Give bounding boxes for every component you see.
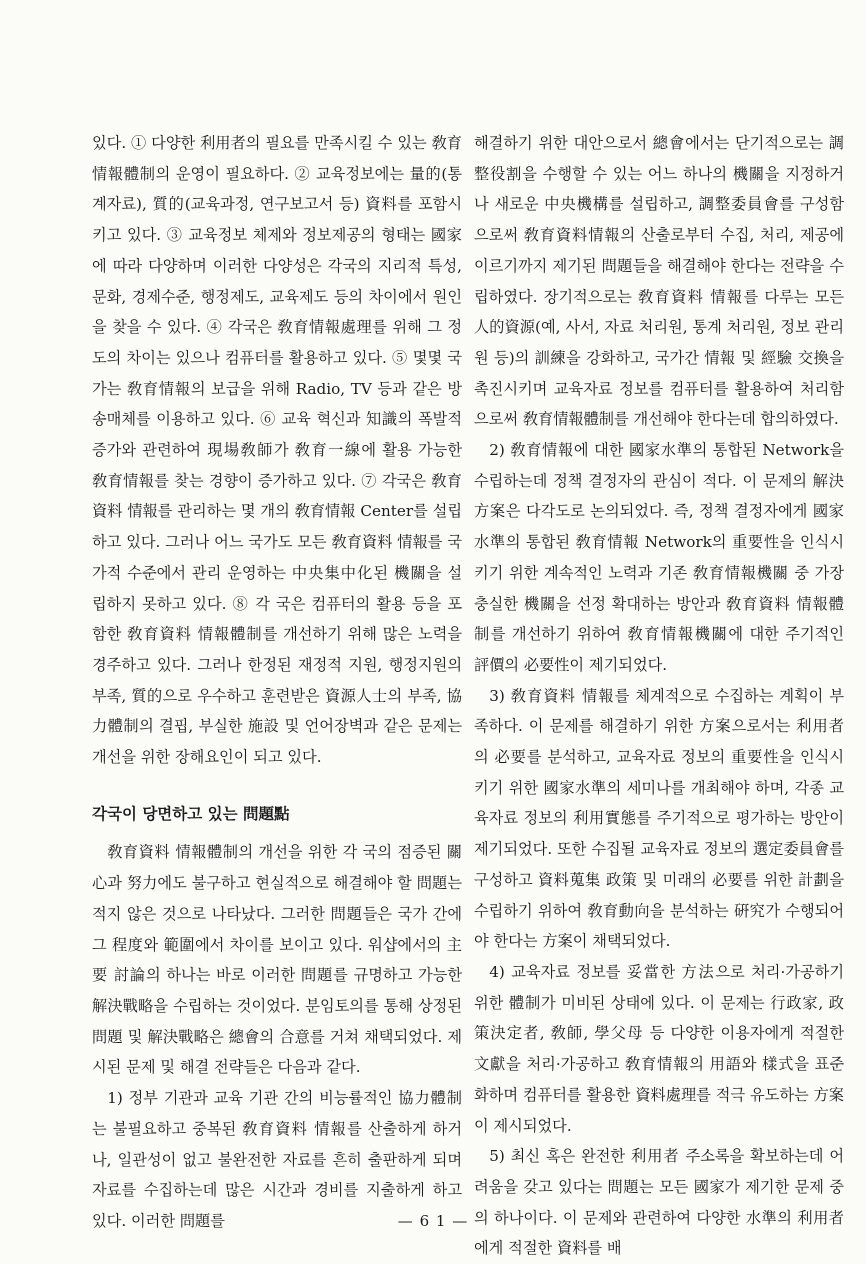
section-heading: 각국이 당면하고 있는 問題點	[92, 804, 290, 823]
page-number: — 6 1 —	[397, 1212, 469, 1230]
left-column	[92, 128, 462, 1237]
body-paragraph: 敎育資料 情報體制의 개선을 위한 각 국의 점증된 關心과 努力에도 불구하고 현실적으로 해결해야 할 問題는 적지 않은 것으로 나타났다. 그러한 問題들은 국가 간에 그 程度와 範圍에서 차이를 보이고 있다. 워샵에서의 主要 討論의 하나는 바로 이러한 問題를 규명하고 가능한 解決戰略을 수립하는 것이었다. 분임토의를 통해 상정된 問題 및 解決戰略은 總會의 合意를 거쳐 채택되었다. 제시된 문제 및 해결 전략들은 다음과 같다.	[92, 843, 462, 1077]
right-column	[474, 128, 844, 1264]
body-paragraph: 3) 敎育資料 情報를 체계적으로 수집하는 계획이 부족하다. 이 문제를 해결하기 위한 方案으로서는 利用者의 必要를 분석하고, 교육자료 정보의 重要性을 인식시키기 위한 國家水準의 세미나를 개최해야 하며, 각종 교육자료 정보의 利用實態를 주기적으로 평가하는 방안이 제기되었다. 또한 수집될 교육자료 정보의 選定委員會를 구성하고 資料蒐集 政策 및 미래의 必要를 위한 計劃을 수립하기 위하여 敎育動向을 분석하는 硏究가 수행되어야 한다는 方案이 채택되었다.	[474, 686, 844, 951]
body-paragraph: 해결하기 위한 대안으로서 總會에서는 단기적으로는 調整役割을 수행할 수 있는 어느 하나의 機關을 지정하거나 새로운 中央機構를 설립하고, 調整委員會를 구성함으로써 敎育資料情報의 산출로부터 수집, 처리, 제공에 이르기까지 제기된 問題들을 해결해야 한다는 전략을 수립하였다. 장기적으로는 敎育資料 情報를 다루는 모든 人的資源(예, 사서, 자료 처리원, 통계 처리원, 정보 관리원 등)의 訓練을 강화하고, 국가간 情報 및 經驗 交換을 촉진시키며 교육자료 정보를 컴퓨터를 활용하여 처리함으로써 敎育情報體制를 개선해야 한다는데 합의하였다.	[474, 134, 844, 429]
body-paragraph: 4) 교육자료 정보를 妥當한 方法으로 처리·가공하기 위한 體制가 미비된 상태에 있다. 이 문제는 行政家, 政策決定者, 敎師, 學父母 등 다양한 이용자에게 적절한 文獻을 처리·가공하고 敎育情報의 用語와 樣式을 표준화하며 컴퓨터를 활용한 資料處理를 적극 유도하는 方案이 제시되었다.	[474, 962, 844, 1135]
body-paragraph: 있다. ① 다양한 利用者의 필요를 만족시킬 수 있는 敎育情報體制의 운영이 필요하다. ② 교육정보에는 量的(통계자료), 質的(교육과정, 연구보고서 등) 資料를 포함시키고 있다. ③ 교육정보 체제와 정보제공의 형태는 國家에 따라 다양하며 이러한 다양성은 각국의 지리적 특성, 문화, 경제수준, 행정제도, 교육제도 등의 차이에서 원인을 찾을 수 있다. ④ 각국은 敎育情報處理를 위해 그 정도의 차이는 있으나 컴퓨터를 활용하고 있다. ⑤ 몇몇 국가는 敎育情報의 보급을 위해 Radio, TV 등과 같은 방송매체를 이용하고 있다. ⑥ 교육 혁신과 知識의 폭발적 증가와 관련하여 現場敎師가 敎育一線에 활용 가능한 敎育情報를 찾는 경향이 증가하고 있다. ⑦ 각국은 敎育資料 情報를 관리하는 몇 개의 敎育情報 Center를 설립하고 있다. 그러나 어느 국가도 모든 敎育資料 情報를 국가적 수준에서 관리 운영하는 中央集中化된 機關을 설립하지 못하고 있다. ⑧ 각 국은 컴퓨터의 활용 등을 포함한 敎育資料 情報體制를 개선하기 위해 많은 노력을 경주하고 있다. 그러나 한정된 재정적 지원, 행정지원의 부족, 質的으로 우수하고 훈련받은 資源人士의 부족, 協力體制의 결핍, 부실한 施設 및 언어장벽과 같은 문제는 개선을 위한 장해요인이 되고 있다.	[92, 134, 462, 767]
body-paragraph: 2) 敎育情報에 대한 國家水準의 통합된 Network을 수립하는데 정책 결정자의 관심이 적다. 이 문제의 解決方案은 다각도로 논의되었다. 즉, 정책 결정자에게 國家水準의 통합된 敎育情報 Network의 重要性을 인식시키기 위한 계속적인 노력과 기존 敎育情報機關 중 가장 충실한 機關을 선정 확대하는 방안과 敎育資料 情報體制를 개선하기 위하여 敎育情報機關에 대한 주기적인 評價의 必要性이 제기되었다.	[474, 441, 844, 674]
body-paragraph: 5) 최신 혹은 완전한 利用者 주소록을 확보하는데 어려움을 갖고 있다는 問題는 모든 國家가 제기한 문제 중의 하나이다. 이 문제와 관련하여 다양한 水準의 利用者에게 적절한 資料를 배	[474, 1147, 844, 1258]
body-paragraph: 1) 정부 기관과 교육 기관 간의 비능률적인 協力體制는 불필요하고 중복된 敎育資料 情報를 산출하게 하거나, 일관성이 없고 불완전한 자료를 흔히 출판하게 되며 자료를 수집하는데 많은 시간과 경비를 지출하게 하고 있다. 이러한 問題를	[92, 1089, 462, 1230]
